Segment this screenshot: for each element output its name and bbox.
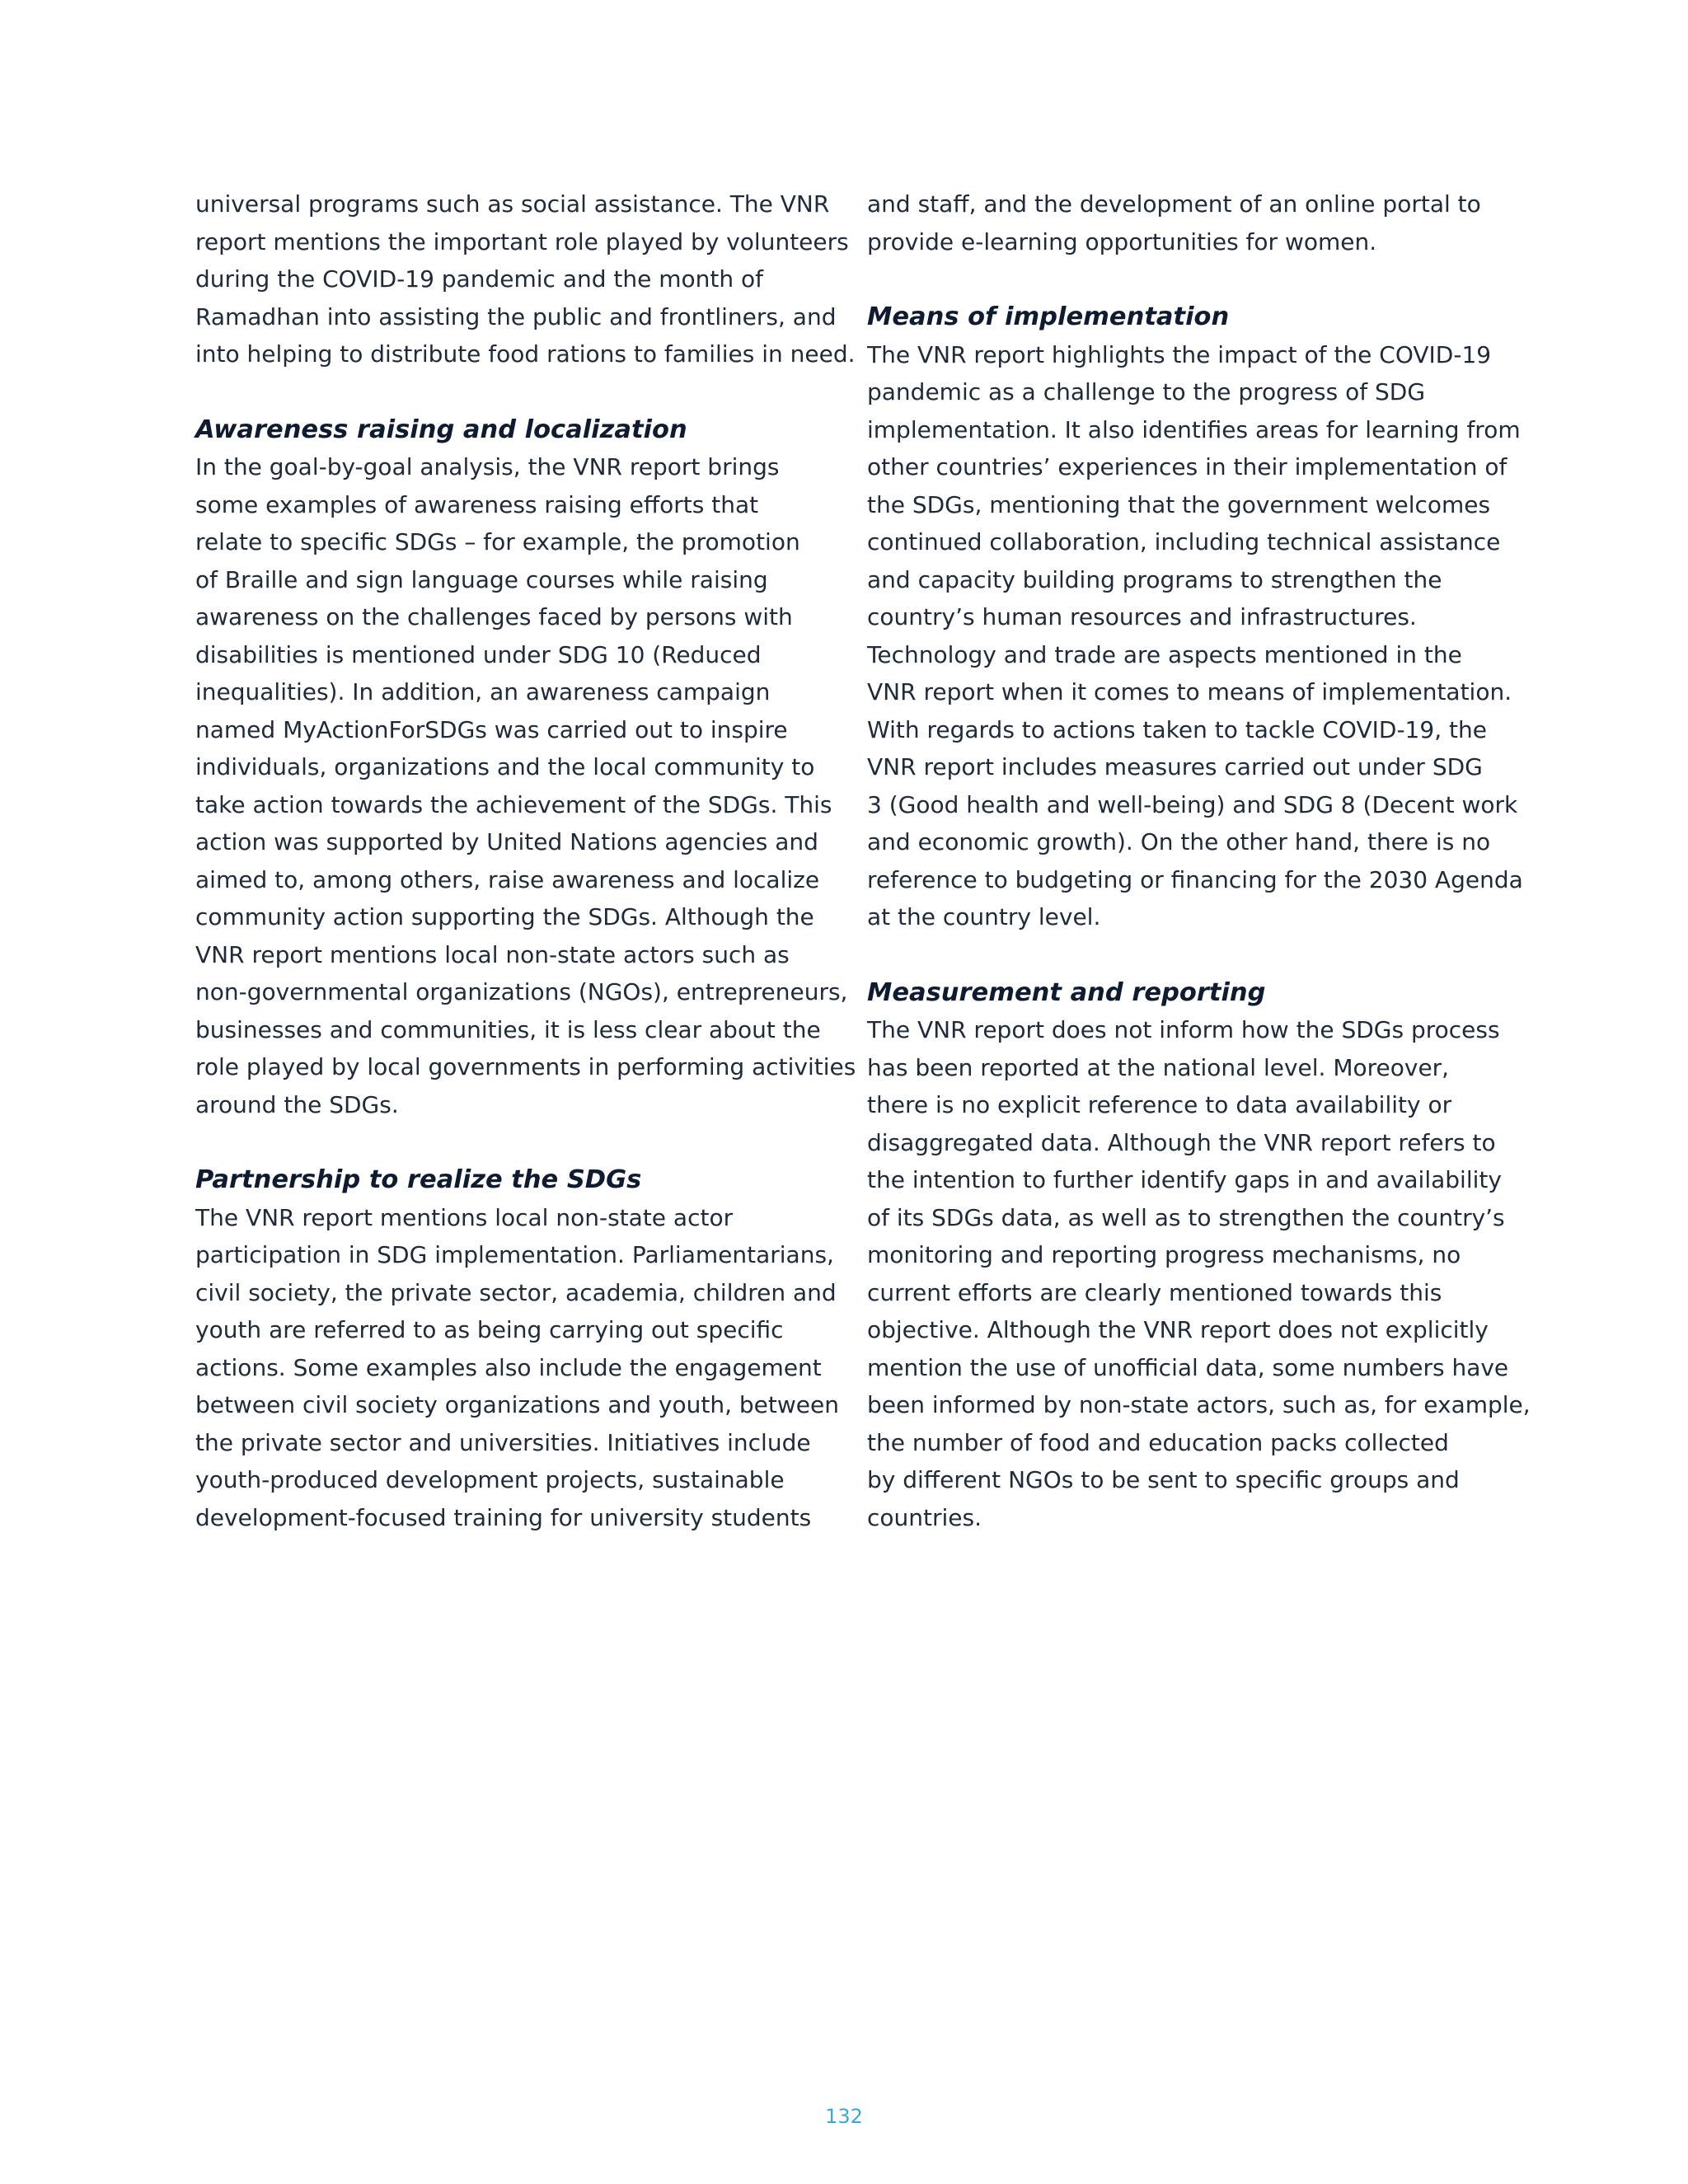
text-line: Technology and trade are aspects mentioned in the <box>867 640 1462 668</box>
text-line: there is no explicit reference to data availability or <box>867 1091 1452 1118</box>
text-line: take action towards the achievement of the SDGs. This <box>195 790 832 818</box>
text-line: awareness on the challenges faced by persons with <box>195 603 793 630</box>
text-line: youth-produced development projects, sustainable <box>195 1466 785 1493</box>
text-line: around the SDGs. <box>195 1090 399 1118</box>
text-line: The VNR report does not inform how the SDGs process <box>867 1016 1500 1043</box>
text-line: continued collaboration, including technical assistance <box>867 528 1501 555</box>
text-line: community action supporting the SDGs. Although the <box>195 903 814 930</box>
text-line: the private sector and universities. Initiatives include <box>195 1428 811 1456</box>
section-body-means <box>867 336 1523 936</box>
text-line: of its SDGs data, as well as to strengthen the country’s <box>867 1203 1505 1231</box>
text-line: youth are referred to as being carrying out specific <box>195 1316 784 1343</box>
text-line: The VNR report highlights the impact of the COVID-19 <box>867 340 1492 368</box>
text-line: relate to specific SDGs – for example, the promotion <box>195 528 800 555</box>
text-line: other countries’ experiences in their implementation of <box>867 453 1507 480</box>
text-line: participation in SDG implementation. Parliamentarians, <box>195 1241 834 1268</box>
text-line: country’s human resources and infrastructures. <box>867 603 1417 630</box>
text-line: aimed to, among others, raise awareness and localize <box>195 865 820 893</box>
text-line: the number of food and education packs collected <box>867 1428 1449 1456</box>
intro-paragraph-right <box>867 185 1502 260</box>
text-line: reference to budgeting or financing for the 2030 Agenda <box>867 865 1523 893</box>
text-line: between civil society organizations and youth, between <box>195 1391 839 1418</box>
text-line: the intention to further identify gaps in and availability <box>867 1166 1502 1193</box>
text-line: provide e-learning opportunities for women. <box>867 227 1377 255</box>
text-line: been informed by non-state actors, such as, for example, <box>867 1391 1531 1418</box>
intro-paragraph-left <box>195 185 856 373</box>
text-line: some examples of awareness raising efforts that <box>195 490 759 518</box>
text-line: actions. Some examples also include the engagement <box>195 1353 822 1381</box>
text-line: during the COVID-19 pandemic and the month of <box>195 265 764 293</box>
text-line: VNR report includes measures carried out under SDG <box>867 753 1483 780</box>
text-line: current efforts are clearly mentioned towards this <box>867 1278 1442 1306</box>
text-line: inequalities). In addition, an awareness campaign <box>195 678 771 705</box>
text-line: mention the use of unofficial data, some numbers have <box>867 1353 1509 1381</box>
section-body-partnership <box>195 1199 839 1537</box>
text-line: civil society, the private sector, academia, children and <box>195 1278 837 1306</box>
text-line: monitoring and reporting progress mechanisms, no <box>867 1241 1461 1268</box>
text-line: pandemic as a challenge to the progress of SDG <box>867 378 1426 405</box>
text-line: implementation. It also identifies areas for learning from <box>867 415 1521 443</box>
text-line: into helping to distribute food rations to families in need. <box>195 340 856 368</box>
text-line: non-governmental organizations (NGOs), entrepreneurs, <box>195 978 848 1005</box>
text-line: by different NGOs to be sent to specific groups and <box>867 1466 1460 1493</box>
text-line: and economic growth). On the other hand, there is no <box>867 828 1491 855</box>
text-line: at the country level. <box>867 903 1101 930</box>
text-line: Ramadhan into assisting the public and frontliners, and <box>195 302 837 330</box>
text-line: The VNR report mentions local non-state actor <box>195 1203 734 1231</box>
text-line: development-focused training for university students <box>195 1503 812 1531</box>
section-heading-measurement: Measurement and reporting <box>867 977 1266 1007</box>
page-number: 132 <box>825 2105 863 2128</box>
text-line: action was supported by United Nations agencies and <box>195 828 818 855</box>
text-line: report mentions the important role played by volunteers <box>195 227 849 255</box>
text-line: the SDGs, mentioning that the government welcomes <box>867 490 1491 518</box>
right-column <box>867 185 1531 1536</box>
text-line: businesses and communities, it is less clear about the <box>195 1015 821 1043</box>
section-heading-awareness: Awareness raising and localization <box>195 415 687 444</box>
text-line: VNR report mentions local non-state actors such as <box>195 940 790 968</box>
text-line: disaggregated data. Although the VNR report refers to <box>867 1128 1496 1156</box>
text-line: objective. Although the VNR report does not explicitly <box>867 1316 1489 1343</box>
text-line: and staff, and the development of an online portal to <box>867 190 1481 218</box>
text-line: countries. <box>867 1503 982 1531</box>
text-line: role played by local governments in performing activities <box>195 1053 856 1080</box>
section-heading-partnership: Partnership to realize the SDGs <box>195 1165 642 1194</box>
text-line: disabilities is mentioned under SDG 10 (Reduced <box>195 640 762 668</box>
text-line: With regards to actions taken to tackle COVID-19, the <box>867 715 1487 743</box>
text-line: individuals, organizations and the local community to <box>195 753 815 780</box>
section-heading-means: Means of implementation <box>867 302 1230 331</box>
section-body-measurement <box>867 1011 1531 1536</box>
text-line: and capacity building programs to strengthen the <box>867 565 1442 593</box>
text-line: In the goal-by-goal analysis, the VNR report brings <box>195 453 780 480</box>
left-column <box>195 185 856 1536</box>
section-body-awareness <box>195 448 856 1123</box>
text-line: has been reported at the national level. Moreover, <box>867 1053 1450 1081</box>
text-line: VNR report when it comes to means of implementation. <box>867 678 1512 705</box>
text-line: named MyActionForSDGs was carried out to inspire <box>195 715 788 743</box>
text-line: of Braille and sign language courses while raising <box>195 565 768 593</box>
text-line: 3 (Good health and well-being) and SDG 8 (Decent work <box>867 790 1518 818</box>
text-line: universal programs such as social assistance. The VNR <box>195 190 830 218</box>
